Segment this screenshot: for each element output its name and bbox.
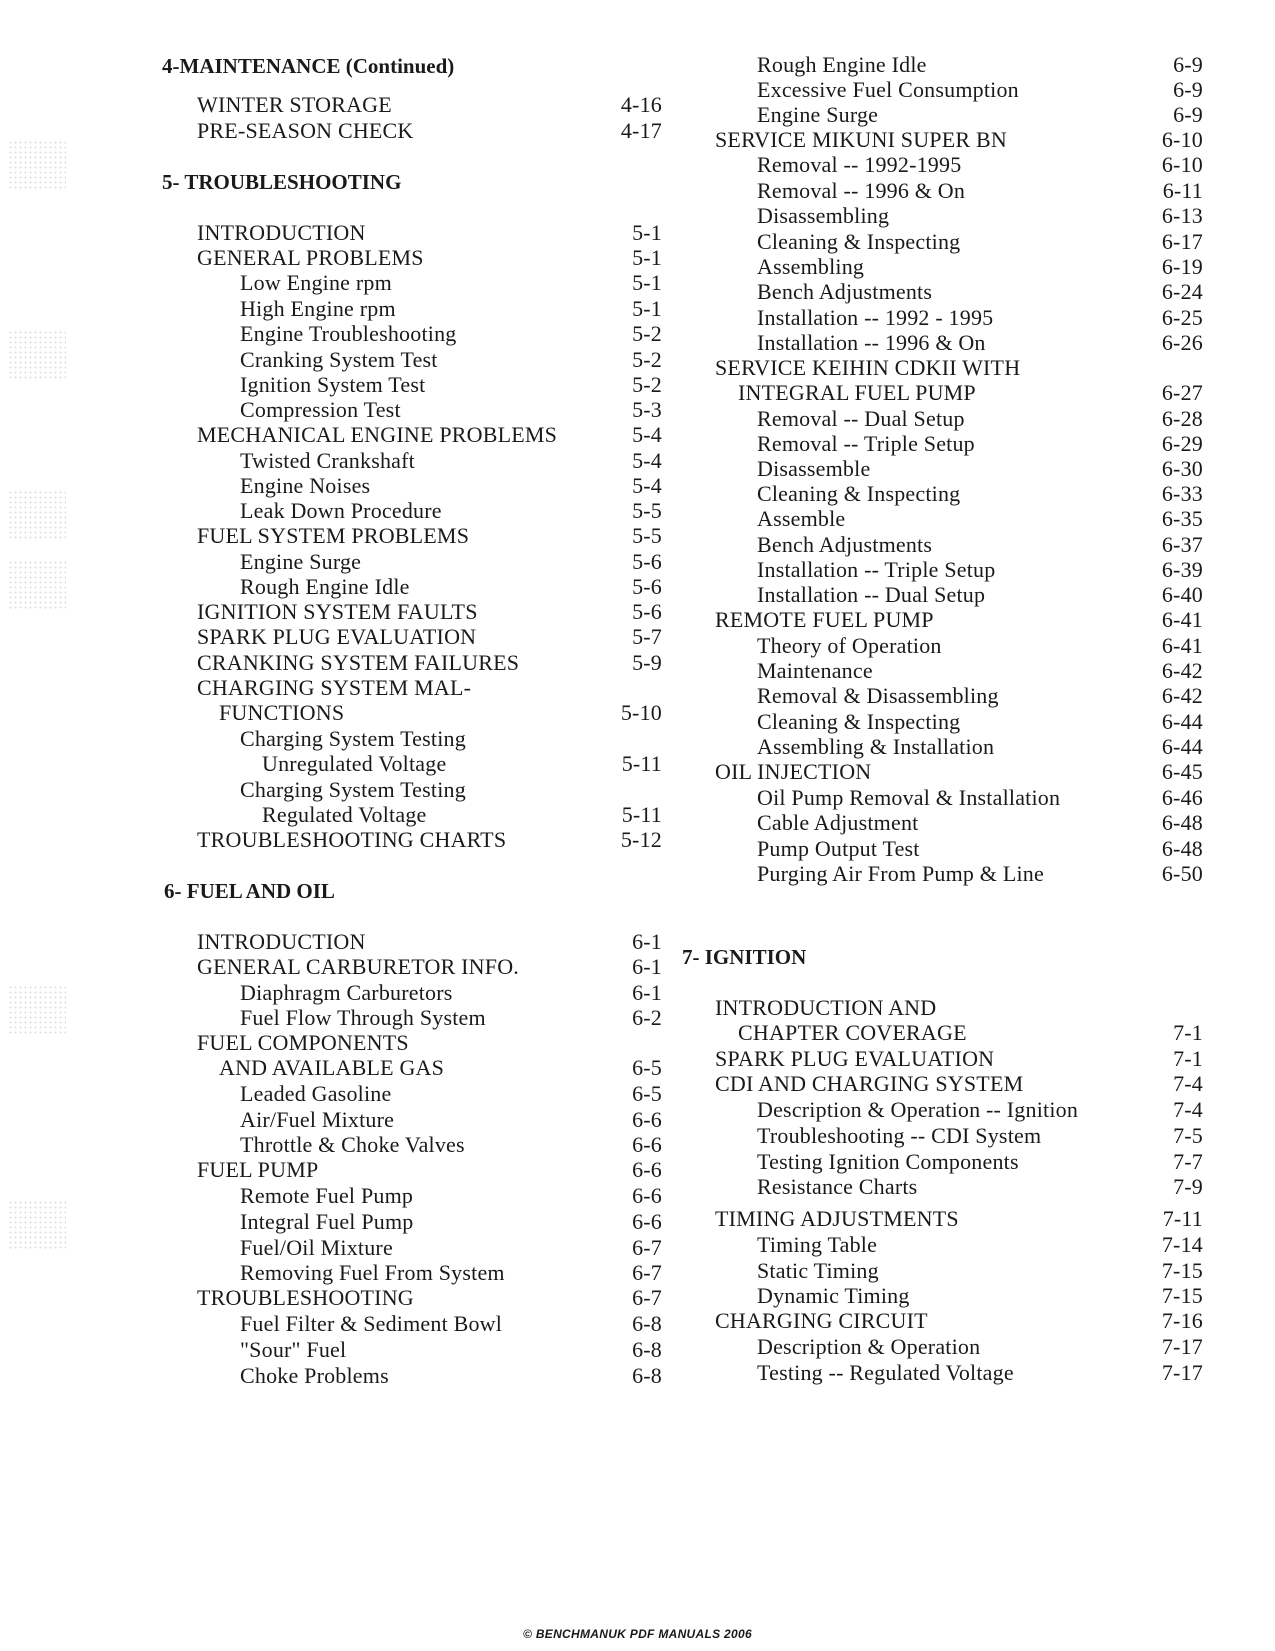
toc-entry-page: 7-7 [1173,1149,1203,1174]
toc-entry-page: 6-17 [1161,229,1203,254]
toc-entry [162,1081,662,1107]
toc-entry [715,1308,1203,1334]
toc-entry-page: 6-44 [1161,734,1203,759]
toc-entry [715,734,1203,760]
toc-entry [162,777,662,803]
toc-entry-title: MECHANICAL ENGINE PROBLEMS [197,422,558,447]
toc-entry-title: Charging System Testing [240,726,466,751]
toc-entry-title: CHAPTER COVERAGE [738,1020,967,1045]
toc-entry-page: 6-27 [1161,380,1203,405]
toc-entry-page: 7-9 [1173,1174,1203,1199]
toc-entry-title: Installation -- Dual Setup [757,582,986,607]
toc-entry [715,77,1203,103]
toc-entry [715,785,1203,811]
toc-entry-page: 6-9 [1173,52,1203,77]
toc-entry [715,759,1203,785]
toc-entry-page: 7-11 [1162,1206,1203,1231]
toc-entry-page: 5-1 [632,296,662,321]
toc-entry-title: Leak Down Procedure [240,498,442,523]
toc-entry-page: 6-1 [632,929,662,954]
toc-entry-page: 5-6 [632,599,662,624]
toc-entry [162,1030,662,1056]
toc-entry-page: 6-6 [632,1107,662,1132]
toc-entry-page: 5-2 [632,372,662,397]
toc-entry-title: Maintenance [757,658,873,683]
toc-entry-page: 6-41 [1161,633,1203,658]
toc-entry [162,1005,662,1031]
toc-entry-page: 7-4 [1173,1071,1203,1096]
toc-entry [715,810,1203,836]
toc-entry-page: 6-9 [1173,102,1203,127]
toc-entry [162,827,662,853]
toc-entry-page: 5-4 [632,448,662,473]
toc-entry-title: Assembling & Installation [757,734,995,759]
toc-entry [715,127,1203,153]
toc-entry-title: Disassemble [757,456,871,481]
toc-entry-title: Rough Engine Idle [240,574,410,599]
toc-entry [715,582,1203,608]
toc-entry-page: 5-6 [632,574,662,599]
toc-entry-title: Leaded Gasoline [240,1081,392,1106]
toc-entry-page: 5-3 [632,397,662,422]
toc-entry [715,1149,1203,1175]
toc-entry-title: "Sour" Fuel [240,1337,347,1362]
toc-entry [715,861,1203,887]
chapter-heading-4: 4-MAINTENANCE (Continued) [162,54,455,78]
toc-entry [715,152,1203,178]
toc-entry-title: Compression Test [240,397,401,422]
toc-entry-page: 4-16 [620,92,662,117]
toc-entry [162,549,662,575]
toc-entry [162,802,662,828]
toc-entry-title: Diaphragm Carburetors [240,980,453,1005]
toc-entry-page: 6-28 [1161,406,1203,431]
toc-entry [162,1285,662,1311]
toc-entry-page: 6-5 [632,1055,662,1080]
toc-entry-page: 6-6 [632,1157,662,1182]
toc-entry-page: 6-9 [1173,77,1203,102]
toc-entry-title: Twisted Crankshaft [240,448,415,473]
toc-entry-title: IGNITION SYSTEM FAULTS [197,599,478,624]
toc-entry [715,355,1203,381]
toc-entry-page: 5-11 [621,802,662,827]
toc-entry [715,102,1203,128]
toc-entry-title: Cleaning & Inspecting [757,229,961,254]
toc-entry-title: Cranking System Test [240,347,438,372]
toc-entry [715,607,1203,633]
toc-entry-page: 6-26 [1161,330,1203,355]
toc-entry [162,1209,662,1235]
toc-entry-title: Troubleshooting -- CDI System [757,1123,1042,1148]
toc-entry-page: 5-4 [632,422,662,447]
toc-entry-page: 6-10 [1161,152,1203,177]
toc-entry-page: 6-42 [1161,683,1203,708]
toc-entry-page: 6-48 [1161,836,1203,861]
toc-entry [715,380,1203,406]
toc-entry-page: 6-6 [632,1209,662,1234]
toc-entry-page: 6-37 [1161,532,1203,557]
toc-entry-title: Engine Troubleshooting [240,321,457,346]
toc-entry-title: GENERAL PROBLEMS [197,245,424,270]
toc-entry [162,700,662,726]
toc-entry [715,683,1203,709]
toc-entry-page: 6-6 [632,1183,662,1208]
toc-entry [715,330,1203,356]
toc-entry-page: 5-2 [632,347,662,372]
toc-entry-page: 6-2 [632,1005,662,1030]
toc-entry-title: High Engine rpm [240,296,396,321]
toc-entry-title: FUEL COMPONENTS [197,1030,409,1055]
toc-entry-title: WINTER STORAGE [197,92,392,117]
toc-entry-page: 6-1 [632,980,662,1005]
toc-entry-title: Theory of Operation [757,633,942,658]
toc-entry-title: Purging Air From Pump & Line [757,861,1044,886]
toc-entry [162,296,662,322]
toc-entry-page: 5-5 [632,498,662,523]
toc-entry-title: Cleaning & Inspecting [757,481,961,506]
toc-entry-title: GENERAL CARBURETOR INFO. [197,954,519,979]
toc-entry-page: 6-33 [1161,481,1203,506]
toc-entry-title: Removal -- 1996 & On [757,178,966,203]
toc-entry-page: 5-1 [632,245,662,270]
toc-entry [715,532,1203,558]
toc-entry-page: 6-30 [1161,456,1203,481]
toc-entry-title: Installation -- 1996 & On [757,330,986,355]
toc-entry [715,1206,1203,1232]
toc-entry [162,1311,662,1337]
chapter-heading-5: 5- TROUBLESHOOTING [162,170,402,194]
toc-entry-title: Removal & Disassembling [757,683,999,708]
toc-entry-page: 5-1 [632,220,662,245]
toc-entry [162,321,662,347]
toc-entry-page: 6-41 [1161,607,1203,632]
toc-entry-page: 6-29 [1161,431,1203,456]
toc-entry-page: 5-4 [632,473,662,498]
toc-entry [162,624,662,650]
toc-entry [715,995,1203,1021]
toc-entry-page: 6-45 [1161,759,1203,784]
toc-entry-title: AND AVAILABLE GAS [219,1055,445,1080]
toc-entry-title: Cleaning & Inspecting [757,709,961,734]
toc-entry-page: 6-19 [1161,254,1203,279]
toc-entry-title: Fuel/Oil Mixture [240,1235,393,1260]
toc-entry-title: SERVICE MIKUNI SUPER BN [715,127,1007,152]
toc-entry-title: Dynamic Timing [757,1283,910,1308]
toc-entry [715,1232,1203,1258]
toc-entry-title: Fuel Filter & Sediment Bowl [240,1311,503,1336]
toc-entry-title: FUNCTIONS [219,700,345,725]
toc-entry-title: Removal -- Dual Setup [757,406,965,431]
toc-entry-title: Timing Table [757,1232,878,1257]
toc-entry [715,658,1203,684]
toc-entry-title: Rough Engine Idle [757,52,927,77]
toc-entry-title: Regulated Voltage [262,802,427,827]
toc-entry [162,372,662,398]
toc-entry-page: 7-17 [1161,1334,1203,1359]
toc-entry [162,1337,662,1363]
copyright-footer: © BENCHMANUK PDF MANUALS 2006 [523,1627,752,1641]
toc-entry-title: Engine Surge [757,102,879,127]
toc-entry [715,254,1203,280]
toc-entry [162,929,662,955]
toc-entry [162,1235,662,1261]
toc-entry [715,1283,1203,1309]
toc-entry [715,481,1203,507]
toc-entry-title: SPARK PLUG EVALUATION [715,1046,995,1071]
toc-entry-title: Bench Adjustments [757,532,933,557]
toc-entry-title: SPARK PLUG EVALUATION [197,624,477,649]
toc-entry-title: Air/Fuel Mixture [240,1107,395,1132]
toc-entry-page: 5-1 [632,270,662,295]
toc-entry [162,1260,662,1286]
toc-entry-title: Description & Operation [757,1334,981,1359]
toc-entry-page: 7-16 [1161,1308,1203,1333]
toc-entry-page: 7-15 [1161,1258,1203,1283]
toc-entry-title: CHARGING SYSTEM MAL- [197,675,472,700]
toc-entry-page: 6-13 [1161,203,1203,228]
toc-entry-title: CDI AND CHARGING SYSTEM [715,1071,1024,1096]
chapter-heading-7: 7- IGNITION [682,945,807,969]
toc-entry [715,1123,1203,1149]
toc-entry-title: Assembling [757,254,865,279]
toc-entry-page: 6-44 [1161,709,1203,734]
toc-entry [715,557,1203,583]
toc-entry-title: Assemble [757,506,846,531]
toc-entry-page: 6-7 [632,1260,662,1285]
toc-entry-page: 6-50 [1161,861,1203,886]
toc-entry-title: FUEL PUMP [197,1157,319,1182]
toc-entry [162,1363,662,1389]
toc-entry [162,448,662,474]
toc-entry-page: 5-7 [632,624,662,649]
toc-entry [162,980,662,1006]
toc-entry-page: 6-5 [632,1081,662,1106]
toc-entry-page: 7-17 [1161,1360,1203,1385]
toc-entry-page: 5-2 [632,321,662,346]
toc-entry-page: 5-6 [632,549,662,574]
toc-entry-page: 5-9 [632,650,662,675]
toc-entry [715,1046,1203,1072]
toc-entry-page: 6-48 [1161,810,1203,835]
toc-entry [715,456,1203,482]
toc-entry-title: Charging System Testing [240,777,466,802]
toc-entry-title: PRE-SEASON CHECK [197,118,414,143]
toc-entry [162,574,662,600]
toc-entry-title: Resistance Charts [757,1174,918,1199]
toc-entry [162,473,662,499]
toc-entry [162,1183,662,1209]
toc-entry-title: Pump Output Test [757,836,920,861]
toc-entry [162,523,662,549]
toc-entry [162,220,662,246]
toc-entry-title: Remote Fuel Pump [240,1183,414,1208]
toc-entry [162,397,662,423]
toc-entry-page: 6-39 [1161,557,1203,582]
toc-entry-title: OIL INJECTION [715,759,872,784]
toc-entry [162,1132,662,1158]
chapter-heading-6: 6- FUEL AND OIL [164,879,335,903]
toc-entry-page: 7-5 [1173,1123,1203,1148]
toc-entry-page: 6-8 [632,1363,662,1388]
toc-entry-page: 6-24 [1161,279,1203,304]
toc-entry [715,1334,1203,1360]
toc-entry [715,1020,1203,1046]
toc-entry-title: Removal -- Triple Setup [757,431,975,456]
toc-entry-title: REMOTE FUEL PUMP [715,607,934,632]
toc-entry [715,406,1203,432]
toc-entry [162,422,662,448]
toc-entry [715,1360,1203,1386]
toc-entry [162,347,662,373]
toc-entry [162,726,662,752]
toc-entry [162,954,662,980]
toc-entry-page: 6-25 [1161,305,1203,330]
toc-entry-title: Removal -- 1992-1995 [757,152,962,177]
toc-entry-title: Choke Problems [240,1363,389,1388]
toc-entry [162,650,662,676]
toc-entry-page: 6-11 [1162,178,1203,203]
toc-entry-title: Engine Noises [240,473,371,498]
toc-entry-title: Installation -- 1992 - 1995 [757,305,994,330]
toc-entry [162,675,662,701]
toc-entry-page: 6-8 [632,1337,662,1362]
toc-entry [715,1071,1203,1097]
toc-entry-title: INTRODUCTION AND [715,995,937,1020]
toc-entry-page: 6-35 [1161,506,1203,531]
toc-entry-page: 6-8 [632,1311,662,1336]
toc-entry [715,836,1203,862]
toc-entry [162,1157,662,1183]
toc-entry [715,633,1203,659]
toc-entry-title: SERVICE KEIHIN CDKII WITH [715,355,1021,380]
toc-entry [715,506,1203,532]
toc-entry-title: FUEL SYSTEM PROBLEMS [197,523,470,548]
toc-entry [715,709,1203,735]
toc-entry-title: TROUBLESHOOTING [197,1285,414,1310]
toc-entry [715,279,1203,305]
toc-entry-title: INTEGRAL FUEL PUMP [738,380,976,405]
toc-entry-page: 6-42 [1161,658,1203,683]
toc-entry-page: 5-11 [621,751,662,776]
toc-entry-title: Testing Ignition Components [757,1149,1019,1174]
toc-entry [162,1055,662,1081]
toc-entry [162,270,662,296]
toc-entry-page: 6-46 [1161,785,1203,810]
toc-entry-title: Low Engine rpm [240,270,392,295]
toc-entry-page: 6-10 [1161,127,1203,152]
toc-entry-page: 5-12 [620,827,662,852]
toc-entry-page: 6-1 [632,954,662,979]
toc-entry-title: TROUBLESHOOTING CHARTS [197,827,507,852]
toc-entry-page: 7-1 [1173,1046,1203,1071]
toc-entry-page: 5-10 [620,700,662,725]
toc-entry [162,498,662,524]
toc-entry [715,1174,1203,1200]
toc-entry-title: Fuel Flow Through System [240,1005,486,1030]
toc-entry-page: 6-6 [632,1132,662,1157]
toc-entry [162,751,662,777]
toc-entry [715,203,1203,229]
toc-entry-page: 6-40 [1161,582,1203,607]
toc-entry [162,599,662,625]
toc-entry-title: TIMING ADJUSTMENTS [715,1206,959,1231]
toc-entry [162,118,662,144]
toc-entry [715,305,1203,331]
toc-entry-page: 4-17 [620,118,662,143]
toc-entry-title: INTRODUCTION [197,220,366,245]
toc-entry-title: Removing Fuel From System [240,1260,505,1285]
toc-entry-page: 6-7 [632,1285,662,1310]
toc-entry-title: Cable Adjustment [757,810,919,835]
toc-entry-page: 7-15 [1161,1283,1203,1308]
toc-entry-title: Excessive Fuel Consumption [757,77,1019,102]
toc-entry-title: Throttle & Choke Valves [240,1132,465,1157]
toc-entry-page: 7-4 [1173,1097,1203,1122]
toc-entry-title: Ignition System Test [240,372,426,397]
toc-entry-title: Disassembling [757,203,890,228]
toc-entry-title: Unregulated Voltage [262,751,447,776]
toc-entry [715,431,1203,457]
toc-entry-title: Engine Surge [240,549,362,574]
toc-entry-title: Static Timing [757,1258,879,1283]
toc-entry [162,245,662,271]
toc-entry-page: 7-14 [1161,1232,1203,1257]
toc-entry [715,1258,1203,1284]
toc-entry-title: Oil Pump Removal & Installation [757,785,1061,810]
toc-entry [715,1097,1203,1123]
toc-entry [715,52,1203,78]
toc-entry-title: Installation -- Triple Setup [757,557,996,582]
toc-entry [715,178,1203,204]
toc-entry [162,1107,662,1133]
toc-entry-page: 7-1 [1173,1020,1203,1045]
toc-entry-title: CRANKING SYSTEM FAILURES [197,650,520,675]
toc-entry-page: 6-7 [632,1235,662,1260]
toc-entry [715,229,1203,255]
toc-entry-title: INTRODUCTION [197,929,366,954]
toc-entry-title: Bench Adjustments [757,279,933,304]
toc-entry-title: Testing -- Regulated Voltage [757,1360,1014,1385]
toc-entry [162,92,662,118]
toc-entry-title: Description & Operation -- Ignition [757,1097,1079,1122]
toc-entry-title: CHARGING CIRCUIT [715,1308,928,1333]
toc-entry-page: 5-5 [632,523,662,548]
toc-entry-title: Integral Fuel Pump [240,1209,414,1234]
